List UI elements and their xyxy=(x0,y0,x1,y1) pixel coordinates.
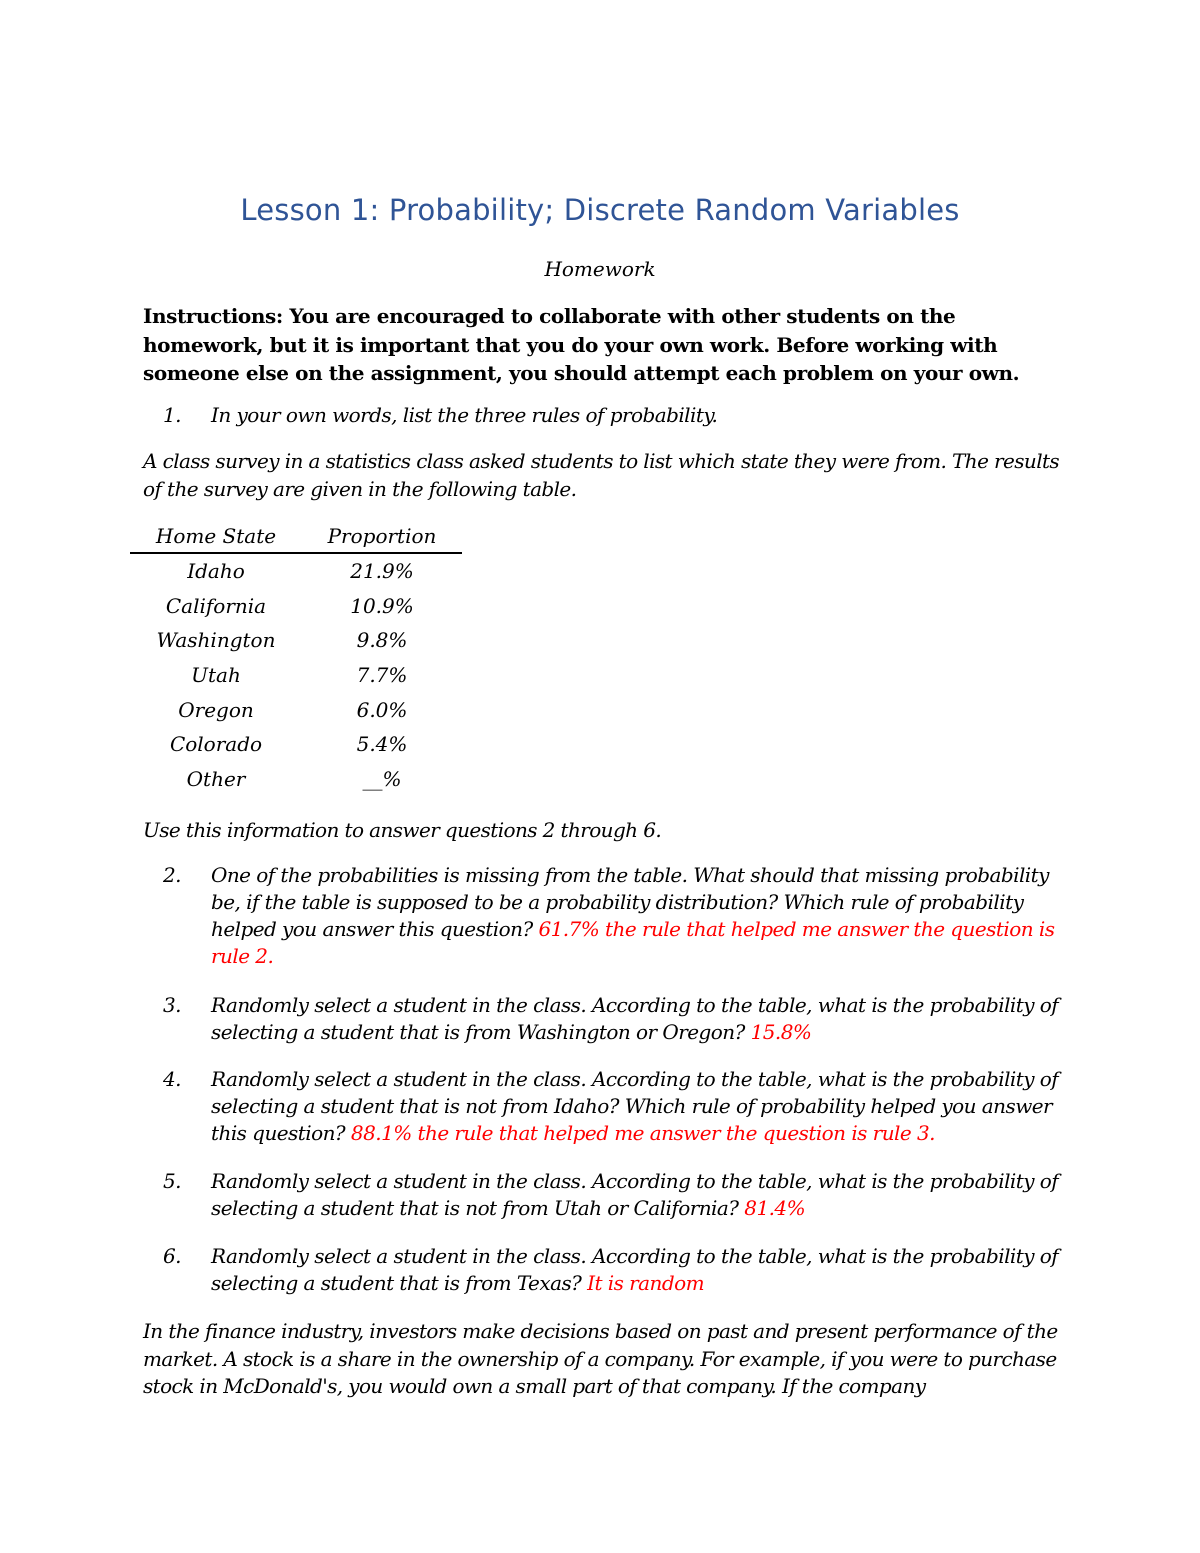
proportion-cell: 6.0% xyxy=(356,697,408,722)
question-body xyxy=(211,862,1081,970)
state-cell: Utah xyxy=(191,663,241,688)
question-text: Randomly select a student in the class. According to the table, what is the probability of selecting a student that is from Texas? xyxy=(211,1244,1059,1295)
state-cell: Other xyxy=(186,766,246,791)
proportion-cell: 5.4% xyxy=(356,732,408,757)
table-row xyxy=(130,692,462,727)
question-body xyxy=(211,1168,1081,1222)
question-text: Randomly select a student in the class. According to the table, what is the probability of selecting a student that is not from Utah or California? xyxy=(211,1169,1059,1220)
state-cell: Colorado xyxy=(169,732,263,757)
question-text: In your own words, list the three rules of probability. xyxy=(211,403,718,427)
page-subtitle: Homework xyxy=(544,257,656,281)
proportion-cell: 10.9% xyxy=(350,593,414,618)
proportion-cell: __% xyxy=(362,766,402,791)
question-number: 6. xyxy=(163,1244,181,1268)
survey-intro-paragraph: A class survey in a statistics class asked students to list which state they were from. The results of the survey are given in the following table. xyxy=(143,449,1060,501)
proportion-cell: 7.7% xyxy=(356,663,408,688)
question-number: 3. xyxy=(163,993,181,1017)
state-cell: California xyxy=(165,593,267,618)
answer-text: It is random xyxy=(587,1271,705,1295)
finance-paragraph: In the finance industry, investors make decisions based on past and present performance of the market. A stock is a share in the ownership of a company. For example, if you were to purchase stock in McDonald's, you would own a small part of that company. If the company xyxy=(143,1319,1058,1398)
question-body xyxy=(211,1243,1081,1297)
state-cell: Washington xyxy=(156,628,276,653)
question-number: 4. xyxy=(163,1067,181,1091)
table-row xyxy=(130,623,462,658)
home-state-table xyxy=(130,520,462,796)
question-text: Randomly select a student in the class. According to the table, what is the probability of selecting a student that is from Washington or Oregon? xyxy=(211,993,1059,1044)
question-body xyxy=(211,992,1081,1046)
question-body xyxy=(211,1066,1081,1147)
question-text: Randomly select a student in the class. According to the table, what is the probability of selecting a student that is not from Idaho? Which rule of probability helped you answer this question? xyxy=(211,1067,1059,1145)
proportion-cell: 9.8% xyxy=(356,628,408,653)
proportion-cell: 21.9% xyxy=(350,559,414,584)
state-cell: Oregon xyxy=(178,697,254,722)
question-number: 1. xyxy=(163,403,181,427)
table-header-row xyxy=(130,520,462,553)
column-header-proportion: Proportion xyxy=(302,520,462,553)
answer-text: 15.8% xyxy=(750,1020,812,1044)
question-number: 2. xyxy=(163,863,181,887)
column-header-home-state: Home State xyxy=(130,520,302,553)
instructions-paragraph: Instructions: You are encouraged to collaborate with other students on the homework, but it is important that you do your own work. Before working with someone else on the assignment, you should attempt each problem on your own. xyxy=(143,304,1020,385)
answer-text: 88.1% the rule that helped me answer the question is rule 3. xyxy=(350,1121,935,1145)
table-row xyxy=(130,658,462,693)
table-row xyxy=(130,727,462,762)
question-number: 5. xyxy=(163,1169,181,1193)
question-text: One of the probabilities is missing from the table. What should that missing probability be, if the table is supposed to be a probability distribution? Which rule of probability helped you answer this question? xyxy=(211,863,1049,941)
state-cell: Idaho xyxy=(187,559,245,584)
use-info-paragraph: Use this information to answer questions 2 through 6. xyxy=(143,818,662,842)
answer-text: 61.7% the rule that helped me answer the question is rule 2. xyxy=(211,917,1055,968)
table-row xyxy=(130,762,462,797)
page-title: Lesson 1: Probability; Discrete Random Variables xyxy=(240,193,960,227)
table-row xyxy=(130,553,462,589)
table-row xyxy=(130,589,462,624)
answer-text: 81.4% xyxy=(744,1196,806,1220)
